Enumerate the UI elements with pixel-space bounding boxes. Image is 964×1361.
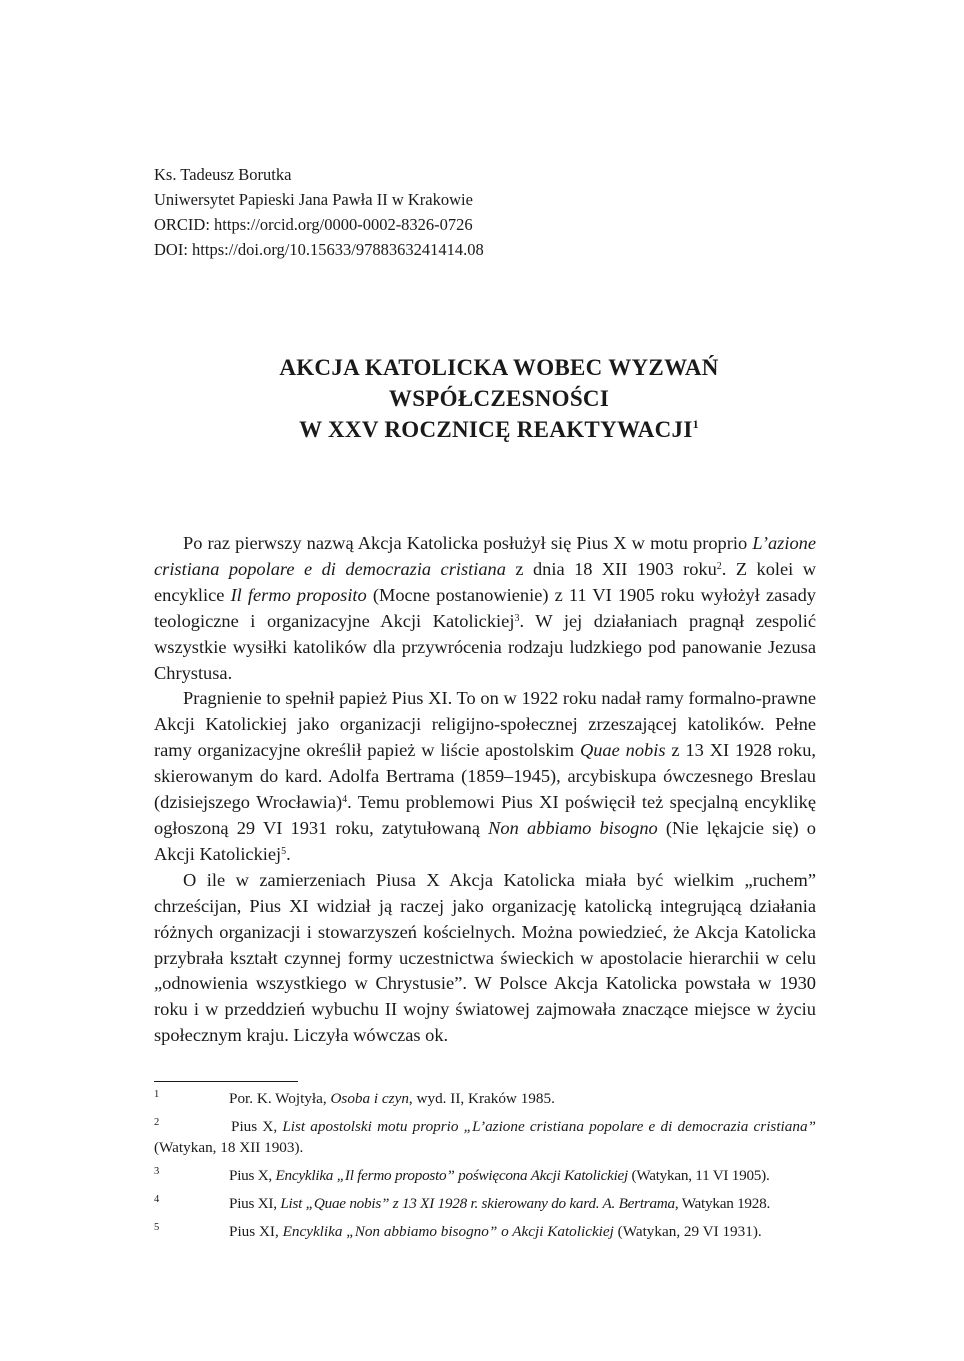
p1-text-4: (Mocne postanowienie) z 11 VI 1905 roku wyłożył zasady teologiczne i organizacyjne Akcji Katolickiej bbox=[154, 584, 816, 631]
p1-text-5: . W jej działaniach pragnął zespolić wszystkie wysiłki katolików dla przywrócenia rodzaju ludzkiego pod panowanie Jezusa Chrystusa. bbox=[154, 610, 816, 683]
paragraph-2 bbox=[154, 686, 816, 867]
title-line-3 bbox=[150, 414, 848, 445]
footnote-number: 4 bbox=[154, 1194, 159, 1205]
footnote-5 bbox=[154, 1221, 816, 1242]
paragraph-3 bbox=[154, 868, 816, 1049]
footnote-number: 2 bbox=[154, 1117, 160, 1128]
footnote-number: 3 bbox=[154, 1166, 159, 1177]
title-footnote-ref[interactable]: 1 bbox=[692, 417, 699, 431]
footnote-ref-2[interactable]: 2 bbox=[716, 560, 722, 572]
fn5-text-2: (Watykan, 29 VI 1931). bbox=[613, 1223, 762, 1240]
footnote-text bbox=[154, 1221, 816, 1242]
p2-text-2: z 13 XI 1928 roku, skierowanym do kard. Adolfa Bertrama (1859–1945), arcybiskupa ówczesnego Breslau (dzisiejszego Wrocławia) bbox=[154, 740, 816, 813]
p1-text-2: z dnia 18 XII 1903 roku bbox=[505, 558, 717, 579]
orcid-line: ORCID: https://orcid.org/0000-0002-8326-0726 bbox=[154, 215, 473, 234]
p1-text-3: . Z kolei w encyklice bbox=[154, 558, 816, 605]
footnote-separator bbox=[154, 1081, 298, 1082]
footnote-ref-4[interactable]: 4 bbox=[342, 794, 348, 806]
p2-text-5: . bbox=[286, 843, 291, 864]
p2-italic-2: Non abbiamo bisogno bbox=[488, 817, 658, 838]
title-line-1: AKCJA KATOLICKA WOBEC WYZWAŃ bbox=[279, 355, 719, 380]
fn2-italic: List apostolski motu proprio „L’azione cristiana popolare e di democrazia cristiana” bbox=[282, 1118, 816, 1135]
footnote-3 bbox=[154, 1165, 816, 1186]
footnote-ref-3[interactable]: 3 bbox=[514, 612, 520, 624]
footnote-text bbox=[154, 1088, 816, 1109]
fn1-italic: Osoba i czyn bbox=[330, 1090, 409, 1107]
footnote-1 bbox=[154, 1088, 816, 1109]
fn2-text-2: (Watykan, 18 XII 1903). bbox=[154, 1139, 304, 1156]
p1-italic-2: Il fermo proposito bbox=[230, 584, 367, 605]
footnote-4 bbox=[154, 1193, 816, 1214]
article-title bbox=[150, 352, 848, 445]
fn4-text-1: Pius XI, bbox=[229, 1195, 281, 1212]
fn4-italic: List „Quae nobis” z 13 XI 1928 r. skierowany do kard. A. Bertrama bbox=[280, 1195, 675, 1212]
author-block bbox=[154, 162, 484, 262]
paragraph-1 bbox=[154, 531, 816, 686]
p1-text-1: Po raz pierwszy nazwą Akcja Katolicka posłużył się Pius X w motu proprio bbox=[183, 533, 753, 553]
footnote-number: 1 bbox=[154, 1089, 160, 1100]
fn3-text-1: Pius X, bbox=[229, 1167, 276, 1184]
p2-text-4: (Nie lękajcie się) o Akcji Katolickiej bbox=[154, 817, 816, 864]
footnote-text bbox=[154, 1165, 816, 1186]
footnote-2 bbox=[154, 1116, 816, 1158]
footnote-text bbox=[154, 1116, 816, 1158]
footnote-text bbox=[154, 1193, 816, 1214]
fn1-text-2: , wyd. II, Kraków 1985. bbox=[408, 1090, 555, 1107]
p3-text-1: O ile w zamierzeniach Piusa X Akcja Katolicka miała być wielkim „ruchem” chrześcijan, Pius XI widział ją raczej jako organizację katolicką integrującą działania różnych organizacji i stowarzyszeń kościelnych. Można powiedzieć, że Akcja Katolicka przybrała kształt czynnej formy uczestnictwa świeckich w apostolacie hierarchii w celu „odnowienia wszystkiego w Chrystusie”. W Polsce Akcja Katolicka powstała w 1930 roku i w przeddzień wybuchu II wojny światowej zajmowała znaczące miejsce w życiu społecznym kraju. Liczyła wówczas ok. bbox=[154, 869, 816, 1046]
p2-italic-1: Quae nobis bbox=[579, 740, 666, 761]
footnote-number: 5 bbox=[154, 1222, 160, 1233]
author-affiliation: Uniwersytet Papieski Jana Pawła II w Krakowie bbox=[154, 190, 473, 209]
p2-text-1: Pragnienie to spełnił papież Pius XI. To on w 1922 roku nadał ramy formalno-prawne Akcji Katolickiej jako organizacji religijno-społecznej zrzeszającej katolików. Pełne ramy organizacyjne określił papież w liście apostolskim bbox=[154, 688, 816, 761]
fn4-text-2: , Watykan 1928. bbox=[674, 1195, 771, 1212]
article-body bbox=[154, 531, 816, 1049]
fn1-text-1: Por. K. Wojtyła, bbox=[229, 1090, 331, 1107]
fn3-text-2: (Watykan, 11 VI 1905). bbox=[628, 1167, 770, 1184]
fn5-text-1: Pius XI, bbox=[229, 1223, 283, 1240]
fn2-text-1: Pius X, bbox=[231, 1118, 283, 1135]
doi-line: DOI: https://doi.org/10.15633/9788363241414.08 bbox=[154, 240, 484, 259]
p1-italic-1: L’azione cristiana popolare e di democrazia cristiana bbox=[154, 533, 816, 579]
fn3-italic: Encyklika „Il fermo proposto” poświęcona Akcji Katolickiej bbox=[275, 1167, 628, 1184]
author-name: Ks. Tadeusz Borutka bbox=[154, 165, 292, 184]
title-line-3-text: W XXV ROCZNICĘ REAKTYWACJI bbox=[299, 417, 693, 442]
fn5-italic: Encyklika „Non abbiamo bisogno” o Akcji Katolickiej bbox=[282, 1223, 614, 1240]
footnotes bbox=[154, 1088, 816, 1249]
p2-text-3: . Temu problemowi Pius XI poświęcił też specjalną encyklikę ogłoszoną 29 VI 1931 roku, zatytułowaną bbox=[154, 792, 816, 838]
title-line-2: WSPÓŁCZESNOŚCI bbox=[388, 386, 610, 411]
footnote-ref-5[interactable]: 5 bbox=[281, 845, 287, 857]
